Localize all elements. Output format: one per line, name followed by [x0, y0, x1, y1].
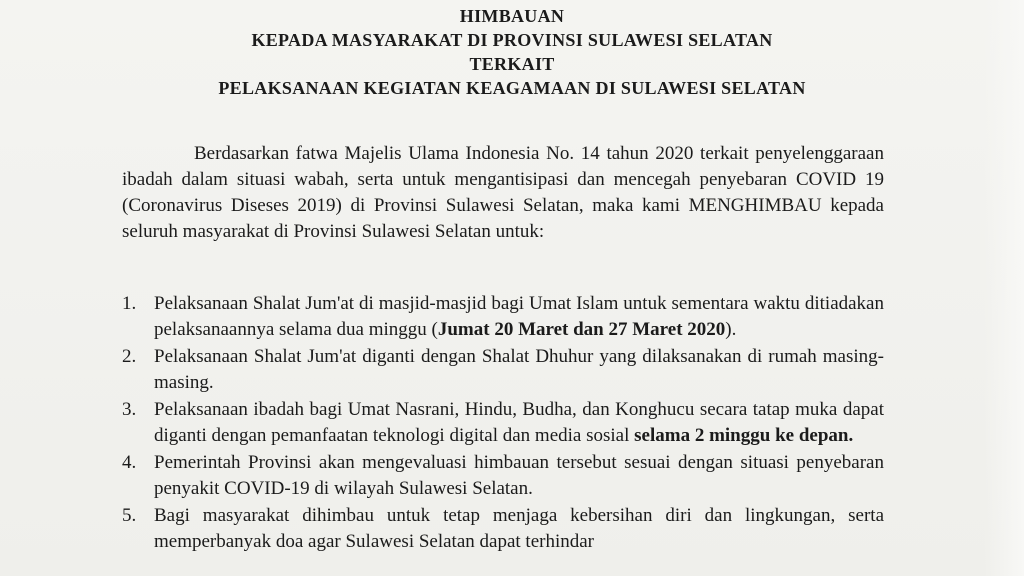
intro-text: Berdasarkan fatwa Majelis Ulama Indonesia No. 14 tahun 2020 terkait penyelenggaraan ibadah dalam situasi wabah, serta untuk mengantisipasi dan mencegah penyebaran COVID 19 (Coronavirus Diseses 2019) di Provinsi Sulawesi Selatan, maka kami MENGHIMBAU kepada seluruh masyarakat di Provinsi Sulawesi Selatan untuk: [122, 143, 884, 242]
heading-recipient: KEPADA MASYARAKAT DI PROVINSI SULAWESI SELATAN [251, 30, 773, 50]
item-bold-text: Jumat 20 Maret dan 27 Maret 2020 [437, 319, 726, 340]
instruction-list [122, 291, 884, 555]
heading-connector: TERKAIT [469, 54, 555, 74]
list-item [122, 344, 884, 396]
intro-paragraph [122, 141, 884, 245]
list-item [122, 450, 884, 502]
item-number: 5. [122, 505, 137, 526]
item-bold-text: selama 2 minggu ke depan. [634, 425, 854, 446]
item-number: 2. [122, 346, 137, 367]
paper-edge-shading [984, 0, 1024, 576]
item-tail-text: ). [725, 319, 737, 340]
item-text: Pelaksanaan Shalat Jum'at di masjid-masjid bagi Umat Islam untuk sementara waktu ditiadakan pelaksanaannya selama dua minggu ( [154, 293, 884, 340]
item-text: Pemerintah Provinsi akan mengevaluasi himbauan tersebut sesuai dengan situasi penyebaran penyakit COVID-19 di wilayah Sulawesi Selatan. [154, 452, 884, 499]
item-text: Bagi masyarakat dihimbau untuk tetap menjaga kebersihan diri dan lingkungan, serta memperbanyak doa agar Sulawesi Selatan dapat terhindar [154, 505, 884, 552]
document-heading [0, 4, 1024, 100]
item-text: Pelaksanaan Shalat Jum'at diganti dengan Shalat Dhuhur yang dilaksanakan di rumah masing-masing. [154, 346, 884, 393]
list-item [122, 291, 884, 343]
list-item [122, 397, 884, 449]
item-number: 3. [122, 399, 137, 420]
item-text: Pelaksanaan ibadah bagi Umat Nasrani, Hindu, Budha, dan Konghucu secara tatap muka dapat diganti dengan pemanfaatan teknologi digital dan media sosial [154, 399, 884, 446]
heading-title: HIMBAUAN [459, 6, 565, 26]
heading-subject: PELAKSANAAN KEGIATAN KEAGAMAAN DI SULAWESI SELATAN [218, 78, 806, 98]
item-number: 1. [122, 293, 137, 314]
item-number: 4. [122, 452, 137, 473]
list-item [122, 503, 884, 555]
